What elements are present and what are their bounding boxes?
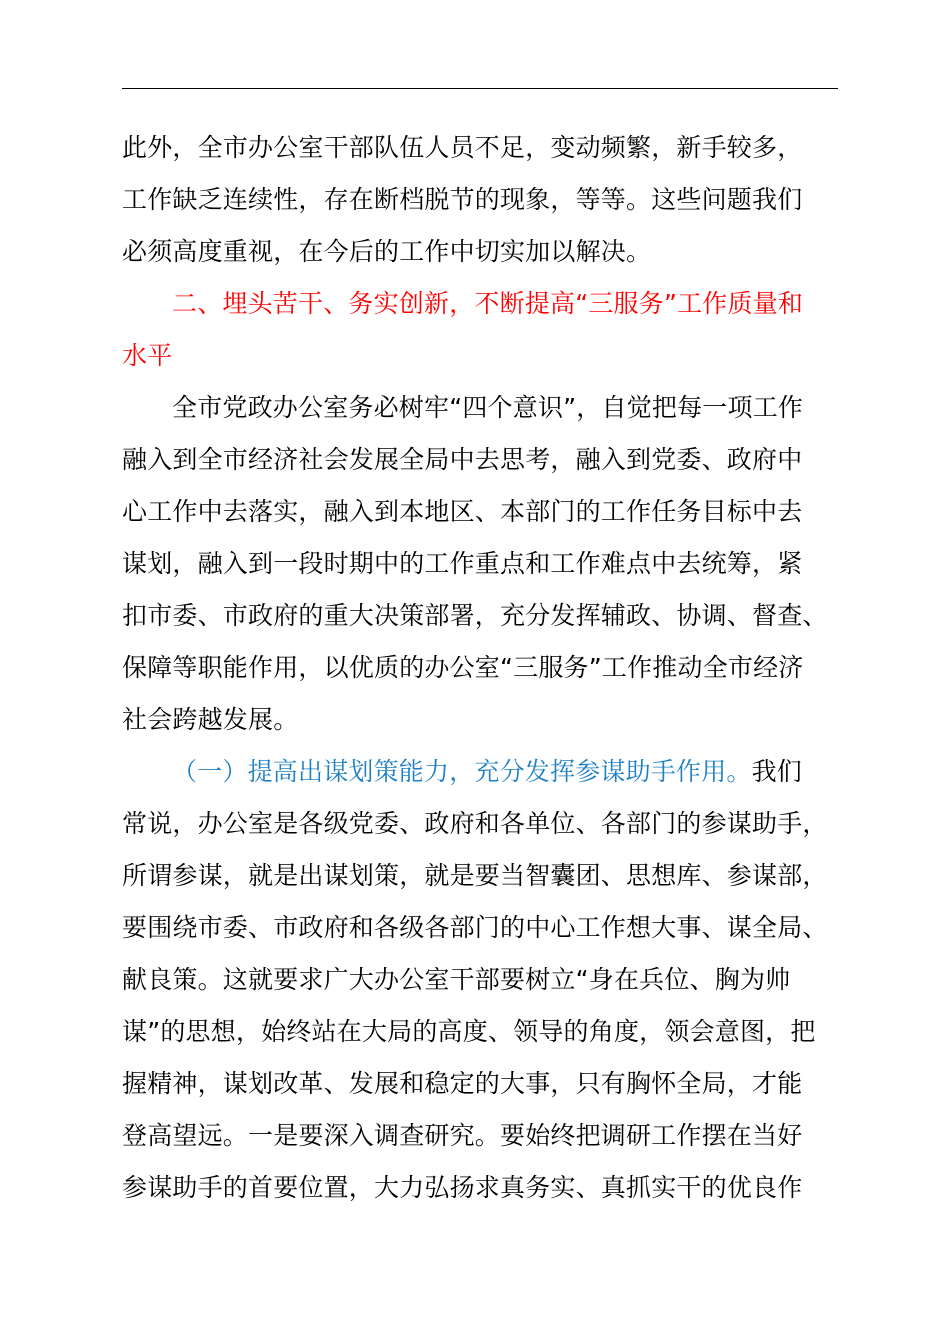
subsection-continuation: 我们 [751, 757, 803, 786]
paragraph-line: 扣市委、市政府的重大决策部署，充分发挥辅政、协调、督查、 [122, 601, 828, 630]
paragraph-line: 工作缺乏连续性，存在断档脱节的现象，等等。这些问题我们 [122, 185, 803, 214]
paragraph-line: 献良策。这就要求广大办公室干部要树立“身在兵位、胸为帅 [122, 965, 791, 994]
paragraph-line: 谋”的思想，始终站在大局的高度、领导的角度，领会意图，把 [122, 1017, 816, 1046]
section-heading-line: 水平 [122, 341, 173, 370]
paragraph-line: 融入到全市经济社会发展全局中去思考，融入到党委、政府中 [122, 445, 803, 474]
paragraph-line: 常说，办公室是各级党委、政府和各单位、各部门的参谋助手， [122, 809, 828, 838]
paragraph-line: 要围绕市委、市政府和各级各部门的中心工作想大事、谋全局、 [122, 913, 828, 942]
subsection-line [172, 752, 802, 792]
paragraph-line: 谋划，融入到一段时期中的工作重点和工作难点中去统筹，紧 [122, 549, 803, 578]
paragraph-line: 参谋助手的首要位置，大力弘扬求真务实、真抓实干的优良作 [122, 1173, 803, 1202]
paragraph-line: 保障等职能作用，以优质的办公室“三服务”工作推动全市经济 [122, 653, 804, 682]
paragraph-line: 社会跨越发展。 [122, 705, 299, 734]
paragraph-line: 登高望远。一是要深入调查研究。要始终把调研工作摆在当好 [122, 1121, 803, 1150]
section-heading-line: 二、埋头苦干、务实创新，不断提高“三服务”工作质量和 [172, 289, 804, 318]
paragraph-line: 所谓参谋，就是出谋划策，就是要当智囊团、思想库、参谋部， [122, 861, 828, 890]
paragraph-line: 此外，全市办公室干部队伍人员不足，变动频繁，新手较多， [122, 133, 803, 162]
header-rule [122, 88, 838, 89]
paragraph-line: 握精神，谋划改革、发展和稳定的大事，只有胸怀全局，才能 [122, 1069, 803, 1098]
paragraph-line: 必须高度重视，在今后的工作中切实加以解决。 [122, 237, 652, 266]
paragraph-line: 全市党政办公室务必树牢“四个意识”，自觉把每一项工作 [172, 393, 804, 422]
paragraph-line: 心工作中去落实，融入到本地区、本部门的工作任务目标中去 [122, 497, 803, 526]
subsection-heading: （一）提高出谋划策能力，充分发挥参谋助手作用。 [172, 757, 752, 786]
